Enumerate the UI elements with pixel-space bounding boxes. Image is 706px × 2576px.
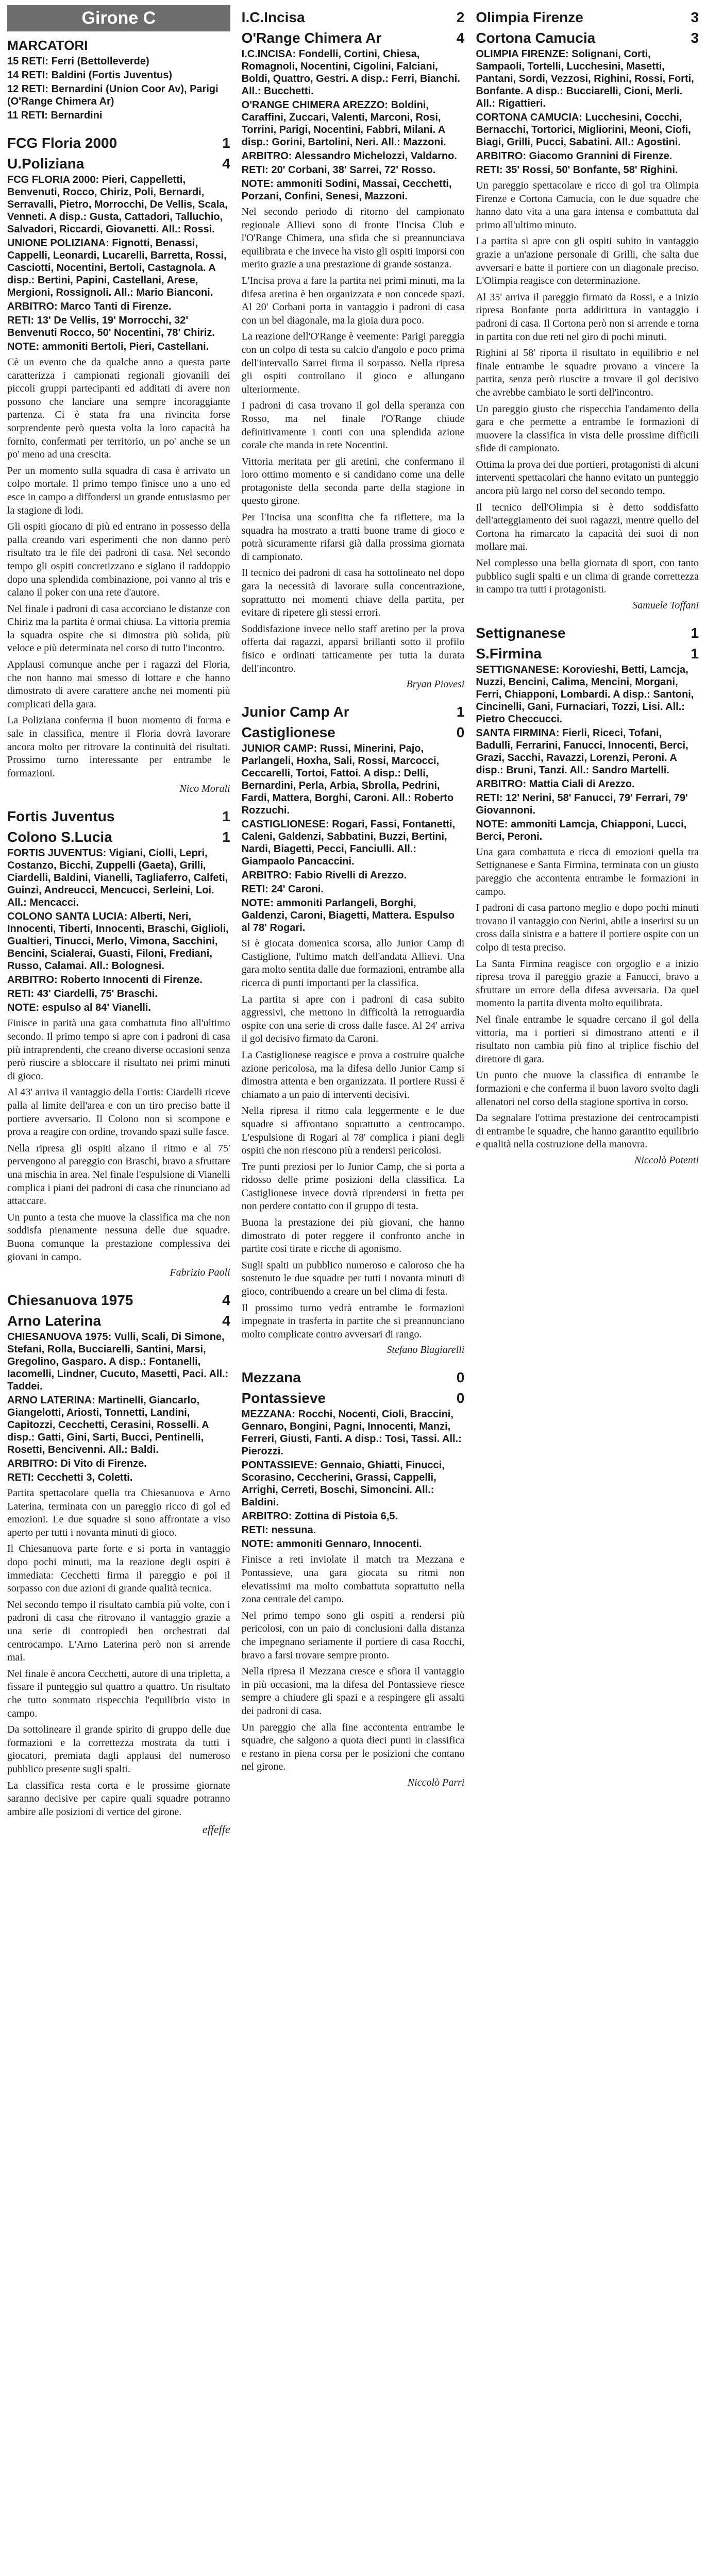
away-team: Colono S.Lucia bbox=[7, 829, 112, 845]
lineup: FCG FLORIA 2000: Pieri, Cappelletti, Benvenuti, Rocco, Chiriz, Poli, Bernardi, Serravalli, Pietro, Morrocchi, De Vellis, Scala, Venneti. A disp.: Gusta, Cattadori, Talluchio, Salvadori, Riccardi, Giovanetti. All.: Rossi. bbox=[7, 174, 228, 235]
home-team: Fortis Juventus bbox=[7, 808, 115, 825]
report-paragraph: La classifica resta corta e le prossime giornate saranno decisive per capire quali squadre potranno ambire alle posizioni di vertice del girone. bbox=[7, 1780, 230, 1818]
away-score: 4 bbox=[222, 156, 230, 172]
match-report bbox=[476, 625, 699, 1166]
home-team: Settignanese bbox=[476, 624, 566, 641]
away-score: 0 bbox=[456, 724, 465, 741]
report-paragraph: Nel secondo tempo il risultato cambia più volte, con i padroni di casa che ritrovano il vantaggio grazie a una serie di contropiedi ben orchestrati dal centrocampo. L'Arno Laterina però non si arrende mai. bbox=[7, 1599, 230, 1664]
match-report bbox=[7, 808, 230, 1279]
lineup: SETTIGNANESE: Korovieshi, Betti, Lamcja, Nuzzi, Bencini, Calima, Mencini, Morgani, Ferri, Chiapponi, Lombardi. A disp.: Santoni, Cincinelli, Gani, Furnaciari, Tozzi, Lisi. All.: Pietro Checcucci. bbox=[476, 664, 694, 725]
report-paragraph: Al 35' arriva il pareggio firmato da Rossi, e a inizio ripresa Bonfante porta addirittura in vantaggio i padroni di casa. Il Cortona però non si arrende e torna in partita con due reti nel giro di pochi minuti. bbox=[476, 291, 699, 343]
match-header bbox=[7, 135, 230, 151]
home-score: 1 bbox=[222, 135, 230, 151]
lineup: MEZZANA: Rocchi, Nocenti, Cioli, Braccini, Gennaro, Bongini, Pagni, Innocenti, Manzi, Ferreri, Giusti, Fanti. A disp.: Tosi, Tassi. All.: Pierozzi. bbox=[241, 1409, 462, 1458]
report-paragraph: Nella ripresa gli ospiti alzano il ritmo e al 75' pervengono al pareggio con Braschi, bravo a sfruttare una mischia in area. Nel finale l'espulsione di Vianelli complica i piani dei padroni di casa che rinunciano ad attaccare. bbox=[7, 1142, 230, 1207]
report-paragraph: Vittoria meritata per gli aretini, che confermano il loro ottimo momento e si candidano come una delle protagoniste della seconda parte della stagione in questo girone. bbox=[241, 455, 465, 507]
report-paragraph: Nel complesso una bella giornata di sport, con tanto pubblico sugli spalti e un clima di grande correttezza in campo tra tutti i protagonisti. bbox=[476, 557, 699, 596]
lineup: FORTIS JUVENTUS: Vigiani, Ciolli, Lepri, Costanzo, Bicchi, Zuppelli (Gaeta), Grilli, Ciardelli, Baldini, Vianelli, Tagliaferro, Calfeti, Guinzi, Andreucci, Mencucci, Serleini, Loi. All.: Mencacci. bbox=[7, 848, 228, 909]
report-paragraph: Cè un evento che da qualche anno a questa parte caratterizza i campionati regionali giovanili dei piccoli gruppi partecipanti ed additati di avere non possono che lanciare una sempre incoraggiante partenza. Ci è stata fra una rivincita forse sorprendente però questa volta la loro capacità ha fornito, confermati per territorio, un po' anche se un po' meno ad una crescita. bbox=[7, 357, 230, 461]
report-paragraph: La Poliziana conferma il buon momento di forma e sale in classifica, mentre il Floria dovrà lavorare ancora molto per ritrovare la continuità dei risultati. Prossimo turno interessante per entrambe le formazioni. bbox=[7, 715, 230, 779]
home-team: FCG Floria 2000 bbox=[7, 135, 117, 151]
report-paragraph: Nel primo tempo sono gli ospiti a rendersi più pericolosi, con un paio di conclusioni dalla distanza che impegnano seriamente il portiere di casa Rocchi, bravo a farsi trovare sempre pronto. bbox=[241, 1609, 465, 1661]
middle-column bbox=[242, 5, 465, 2576]
goals: RETI: 12' Nerini, 58' Fanucci, 79' Ferrari, 79' Giovannoni. bbox=[476, 792, 688, 816]
home-score: 3 bbox=[691, 9, 699, 25]
goals: RETI: 24' Caroni. bbox=[241, 884, 324, 895]
home-team: Junior Camp Ar bbox=[241, 704, 349, 720]
match-header bbox=[242, 1390, 465, 1406]
match-header bbox=[7, 808, 230, 825]
referee: ARBITRO: Di Vito di Firenze. bbox=[7, 1458, 147, 1470]
away-score: 1 bbox=[222, 829, 230, 845]
report-paragraph: Per un momento sulla squadra di casa è arrivato un colpo mortale. Il primo tempo finisce uno a uno ed esce in campo a diffondersi un grande entusiasmo per la stagione di lodi. bbox=[7, 465, 230, 516]
report-paragraph: Da sottolineare il grande spirito di gruppo delle due formazioni e la correttezza mostrata da tutti i giocatori, premiata dagli applausi del numeroso pubblico presente sugli spalti. bbox=[7, 1724, 230, 1775]
report-paragraph: Il tecnico dell'Olimpia si è detto soddisfatto dell'atteggiamento dei suoi ragazzi, mentre quello del Cortona ha rimarcato la capacità dei suoi di non mollare mai. bbox=[476, 501, 699, 553]
notes: NOTE: ammoniti Gennaro, Innocenti. bbox=[241, 1538, 422, 1550]
report-paragraph: Tre punti preziosi per lo Junior Camp, che si porta a ridosso delle prime posizioni della classifica. La Castiglionese invece dovrà riprendersi in fretta per non perdere contatto con il gruppo di testa. bbox=[241, 1161, 465, 1212]
goals: RETI: 35' Rossi, 50' Bonfante, 58' Righini. bbox=[476, 164, 678, 176]
lineup: PONTASSIEVE: Gennaio, Ghiatti, Finucci, Scorasino, Ceccherini, Grassi, Cappelli, Arrighi, Cerreti, Boschi, Simoncini. All.: Baldini. bbox=[241, 1460, 445, 1509]
home-score: 0 bbox=[456, 1369, 465, 1386]
report-paragraph: Per l'Incisa una sconfitta che fa riflettere, ma la squadra ha mostrato a tratti buone trame di gioco e potrà sicuramente rifarsi già dalla prossima giornata di campionato. bbox=[241, 512, 465, 563]
match-header bbox=[7, 829, 230, 845]
lineup: CORTONA CAMUCIA: Lucchesini, Cocchi, Bernacchi, Tortorici, Migliorini, Meoni, Ciofi, Biagi, Grilli, Pucci, Sabatini. All.: Agostini. bbox=[476, 112, 691, 148]
author: Niccolò Potenti bbox=[634, 1154, 699, 1166]
match-header bbox=[476, 9, 699, 26]
report-paragraph: Partita spettacolare quella tra Chiesanuova e Arno Laterina, terminata con un pareggio ricco di gol ed emozioni. Le due squadre si sono affrontate a viso aperto per tutti i novanta minuti di gioco. bbox=[7, 1487, 230, 1538]
author: Fabrizio Paoli bbox=[170, 1267, 230, 1279]
report-paragraph: Ottima la prova dei due portieri, protagonisti di alcuni interventi spettacolari che hanno evitato un punteggio ancora più largo nel corso del secondo tempo. bbox=[476, 459, 699, 497]
report-paragraph: Nella ripresa il Mezzana cresce e sfiora il vantaggio in più occasioni, ma la difesa del Pontassieve riesce sempre a chiudere gli spazi e a respingere gli assalti dei padroni di casa. bbox=[241, 1666, 465, 1717]
author: Niccolò Parri bbox=[407, 1776, 465, 1788]
match-header bbox=[7, 156, 230, 172]
author: Samuele Toffani bbox=[632, 599, 699, 611]
report-paragraph: Nel finale è ancora Cecchetti, autore di una tripletta, a fissare il punteggio sul quattro a quattro. Un risultato che tutto sommato rispecchia l'equilibrio visto in campo. bbox=[7, 1668, 230, 1719]
report-paragraph: Il prossimo turno vedrà entrambe le formazioni impegnate in trasferta in partite che si preannunciano molto complicate contro avversari di rango. bbox=[241, 1302, 465, 1340]
away-team: Cortona Camucia bbox=[476, 30, 596, 46]
match-header bbox=[7, 1292, 230, 1309]
lineup: CHIESANUOVA 1975: Vulli, Scali, Di Simone, Stefani, Rolla, Bucciarelli, Santini, Marsi, Gregolino, Gasparo. A disp.: Fontanelli, Iacomelli, Lindner, Cucuto, Masetti, Paci. All.: Taddei. bbox=[7, 1331, 229, 1393]
report-paragraph: Il Chiesanuova parte forte e si porta in vantaggio dopo pochi minuti, ma la reazione degli ospiti è immediata: Cecchetti firma il pareggio e poi il sorpasso con due azioni di grande qualità tecnica. bbox=[7, 1543, 230, 1595]
report-paragraph: Un punto a testa che muove la classifica ma che non soddisfa pienamente nessuna delle due squadre. Buona comunque la prestazione complessiva dei giovani in campo. bbox=[7, 1211, 230, 1263]
match-report bbox=[242, 9, 465, 690]
report-paragraph: Nel secondo periodo di ritorno del campionato regionale Allievi sono di fronte l'Incisa Club e l'O'Range Chimera, una sfida che si preannunciava equilibrata e che invece ha visto gli ospiti imporsi con merito grazie a una prestazione di grande sostanza. bbox=[241, 206, 465, 270]
match-report bbox=[7, 135, 230, 795]
report-paragraph: La Santa Firmina reagisce con orgoglio e a inizio ripresa trova il pareggio grazie a Fanucci, bravo a sfruttare un errore della difesa avversaria. Da quel momento la partita diventa molto equilibrata. bbox=[476, 958, 699, 1009]
lineup: O'RANGE CHIMERA AREZZO: Boldini, Caraffini, Zuccari, Valenti, Marconi, Rosi, Torrini, Parigi, Nocentini, Fabbri, Milani. A disp.: Gorini, Bartolini, Neri. All.: Mazzoni. bbox=[241, 99, 446, 148]
scorers-block bbox=[7, 38, 230, 122]
match-header bbox=[242, 1369, 465, 1386]
goals: RETI: 13' De Vellis, 19' Morrocchi, 32' Benvenuti Rocco, 50' Nocentini, 78' Chiriz. bbox=[7, 315, 215, 338]
match-report bbox=[7, 1292, 230, 1836]
lineup: I.C.INCISA: Fondelli, Cortini, Chiesa, Romagnoli, Nocentini, Cigolini, Falciani, Boldi, Quattro, Gestri. A disp.: Ferri, Bianchi. All.: Bucchetti. bbox=[241, 48, 460, 97]
match-report bbox=[242, 704, 465, 1356]
report-paragraph: Il tecnico dei padroni di casa ha sottolineato nel dopo gara la necessità di lavorare sulla concentrazione, soprattutto nei momenti chiave della partita, per evitare di ripetere gli stessi errori. bbox=[241, 567, 465, 619]
lineup: UNIONE POLIZIANA: Fignotti, Benassi, Cappelli, Leonardi, Lucarelli, Barretta, Rossi, Casciotti, Nocentini, Bertoli, Castagnola. A disp.: Bertini, Papini, Castellani, Arese, Mergioni, Rossignoli. All.: Mario Bianconi. bbox=[7, 238, 227, 298]
report-paragraph: Al 43' arriva il vantaggio della Fortis: Ciardelli riceve palla al limite dell'area e con un tiro preciso batte il portiere avversario. Il Colono non si scompone e prova a reagire con ordine, trovando spazi sulle fasce. bbox=[7, 1087, 230, 1138]
match-header bbox=[242, 704, 465, 720]
right-column bbox=[476, 5, 699, 2576]
report-paragraph: La partita si apre con i padroni di casa subito aggressivi, che mettono in difficoltà la retroguardia ospite con una serie di cross dalle fasce. Al 24' arriva il gol decisivo firmato da Caroni. bbox=[241, 993, 465, 1045]
report-paragraph: Sugli spalti un pubblico numeroso e caloroso che ha sostenuto le due squadre per tutti i novanta minuti di gioco, contribuendo a creare un bel clima di festa. bbox=[241, 1259, 465, 1298]
referee: ARBITRO: Fabio Rivelli di Arezzo. bbox=[241, 870, 407, 882]
lineup: OLIMPIA FIRENZE: Solignani, Corti, Sampaoli, Tortelli, Lucchesini, Masetti, Pantani, Sordi, Vezzosi, Righini, Rossi, Forti, Bonfante. A disp.: Bucciarelli, Cioni, Merli. All.: Rigattieri. bbox=[476, 48, 694, 109]
report-paragraph: La reazione dell'O'Range è veemente: Parigi pareggia con un colpo di testa su calcio d'angolo e poco prima dell'intervallo Sarrei firma il sorpasso. Nella ripresa gli ospiti controllano il gioco e allungano ulteriormente. bbox=[241, 331, 465, 395]
goals: RETI: Cecchetti 3, Coletti. bbox=[7, 1472, 133, 1484]
signature: effeffe bbox=[202, 1823, 230, 1836]
report-paragraph: Soddisfazione invece nello staff aretino per la prova offerta dai ragazzi, apparsi brillanti sotto il profilo fisico e ordinati tatticamente per tutta la durata dell'incontro. bbox=[241, 623, 465, 674]
match-header bbox=[476, 646, 699, 662]
report-paragraph: Nella ripresa il ritmo cala leggermente e le due squadre si affrontano soprattutto a centrocampo. L'espulsione di Rogari al 78' complica i piani degli ospiti che non riescono più a rendersi pericolosi. bbox=[241, 1105, 465, 1157]
report-paragraph: Un pareggio che alla fine accontenta entrambe le squadre, che salgono a quota dieci punti in classifica e restano in piena corsa per le posizioni che contano nel girone. bbox=[241, 1721, 465, 1773]
referee: ARBITRO: Alessandro Michelozzi, Valdarno. bbox=[241, 150, 457, 162]
author: Bryan Piovesi bbox=[406, 679, 465, 690]
home-score: 1 bbox=[691, 624, 699, 641]
notes: NOTE: ammoniti Sodini, Massai, Cecchetti, Porzani, Confini, Senesi, Mazzoni. bbox=[241, 178, 452, 202]
referee: ARBITRO: Zottina di Pistoia 6,5. bbox=[241, 1511, 398, 1522]
report-paragraph: Nel finale entrambe le squadre cercano il gol della vittoria, ma i portieri si dimostrano attenti e il risultato non cambia più fino al triplice fischio del direttore di gara. bbox=[476, 1013, 699, 1065]
away-score: 3 bbox=[691, 30, 699, 46]
notes: NOTE: ammoniti Bertoli, Pieri, Castellani. bbox=[7, 341, 209, 352]
report-paragraph: La partita si apre con gli ospiti subito in vantaggio grazie a un'azione personale di Grilli, che salta due avversari e batte il portiere con un diagonale preciso. L'Olimpia reagisce con determinazione. bbox=[476, 235, 699, 287]
home-score: 1 bbox=[456, 704, 465, 720]
report-paragraph: I padroni di casa partono meglio e dopo pochi minuti trovano il vantaggio con Nerini, abile a inserirsi su un cross dalla sinistra e a battere il portiere ospite con un colpo di testa preciso. bbox=[476, 902, 699, 953]
report-paragraph: Si è giocata domenica scorsa, allo Junior Camp di Castiglione, l'ultimo match dell'andata Allievi. Una gara molto sentita dalle due formazioni, entrambe alla ricerca di punti importanti per la classifica. bbox=[241, 938, 465, 989]
report-paragraph: Una gara combattuta e ricca di emozioni quella tra Settignanese e Santa Firmina, terminata con un giusto pareggio che accontenta entrambe le formazioni in campo. bbox=[476, 846, 699, 897]
lineup: CASTIGLIONESE: Rogari, Fassi, Fontanetti, Caleni, Galdenzi, Sabbatini, Buzzi, Bertini, Nardi, Biagetti, Pecci, Fanciulli. All.: Giampaolo Pancaccini. bbox=[241, 819, 456, 868]
notes: NOTE: ammoniti Lamcja, Chiapponi, Lucci, Berci, Peroni. bbox=[476, 818, 687, 842]
away-team: S.Firmina bbox=[476, 645, 542, 662]
away-team: Castiglionese bbox=[241, 724, 335, 741]
scorer-line: 14 RETI: Baldini (Fortis Juventus) bbox=[7, 70, 173, 81]
girone-banner: Girone C bbox=[7, 5, 230, 31]
away-score: 4 bbox=[456, 30, 465, 46]
away-score: 4 bbox=[222, 1313, 230, 1329]
report-paragraph: Gli ospiti giocano di più ed entrano in possesso della palla creando vari esperimenti che non danno però risultato tra le file dei padroni di casa. Nel secondo tempo gli ospiti concretizzano e siglano il raddoppio dopo una splendida combinazione, poi vanno al tris e calano il poker con una rete d'autore. bbox=[7, 521, 230, 599]
away-team: Pontassieve bbox=[241, 1390, 326, 1406]
report-paragraph: Finisce a reti inviolate il match tra Mezzana e Pontassieve, una gara giocata su ritmi non elevatissimi ma molto combattuta soprattutto nella zona centrale del campo. bbox=[241, 1554, 465, 1605]
report-paragraph: Un pareggio giusto che rispecchia l'andamento della gara e che permette a entrambe le formazioni di muovere la classifica in vista delle prossime difficili sfide di campionato. bbox=[476, 403, 699, 454]
notes: NOTE: ammoniti Parlangeli, Borghi, Galdenzi, Caroni, Biagetti, Mattera. Espulso al 78' Rogari. bbox=[241, 897, 455, 934]
report-paragraph: Nel finale i padroni di casa accorciano le distanze con Chiriz ma la partita è ormai chiusa. La vittoria premia la squadra ospite che si dimostra più solida, più veloce e più determinata nel corso di tutto l'incontro. bbox=[7, 603, 230, 654]
away-team: O'Range Chimera Ar bbox=[241, 30, 382, 46]
match-header bbox=[7, 1313, 230, 1329]
lineup: COLONO SANTA LUCIA: Alberti, Neri, Innocenti, Tiberti, Innocenti, Braschi, Giglioli, Gualtieri, Tinucci, Merlo, Vimona, Sacchini, Bencini, Scialerai, Guasti, Filoni, Frediani, Russo, Calamai. All.: Bolognesi. bbox=[7, 911, 229, 972]
report-paragraph: L'Incisa prova a fare la partita nei primi minuti, ma la difesa aretina è ben organizzata e non concede spazi. Al 20' Corbani porta in vantaggio i padroni di casa con un bel diagonale, ma la gioia dura poco. bbox=[241, 275, 465, 326]
lineup: JUNIOR CAMP: Russi, Minerini, Pajo, Parlangeli, Hoxha, Sali, Rossi, Marcocci, Ceccarelli, Tortoi, Fattoi. A disp.: Delli, Bernardini, Perla, Arbia, Sbrolla, Pedrini, Fardi, Mattera, Borghi, Caroni. All.: Roberto Rozzuchi. bbox=[241, 743, 454, 817]
match-header bbox=[242, 724, 465, 741]
home-team: Mezzana bbox=[241, 1369, 301, 1386]
match-header bbox=[476, 625, 699, 641]
home-team: Chiesanuova 1975 bbox=[7, 1292, 133, 1309]
home-score: 2 bbox=[456, 9, 465, 25]
goals: RETI: 20' Corbani, 38' Sarrei, 72' Rosso. bbox=[241, 164, 436, 176]
report-paragraph: I padroni di casa trovano il gol della speranza con Rosso, ma nel finale l'O'Range chiude definitivamente i conti con una splendida azione corale che manda in rete Nocentini. bbox=[241, 400, 465, 451]
away-team: U.Poliziana bbox=[7, 156, 85, 172]
lineup: SANTA FIRMINA: Fierli, Riceci, Tofani, Badulli, Ferrarini, Fanucci, Innocenti, Berci, Grazi, Sacchi, Ravazzi, Lorenzi, Peroni. A disp.: Bruni, Tanzi. All.: Sandro Martelli. bbox=[476, 727, 688, 776]
report-paragraph: Applausi comunque anche per i ragazzi del Floria, che non hanno mai smesso di lottare e che hanno dimostrato di avere carattere anche nei momenti più complicati della gara. bbox=[7, 659, 230, 710]
referee: ARBITRO: Marco Tanti di Firenze. bbox=[7, 301, 172, 312]
away-score: 0 bbox=[456, 1390, 465, 1406]
match-header bbox=[242, 9, 465, 26]
scorer-line: 11 RETI: Bernardini bbox=[7, 110, 103, 121]
away-team: Arno Laterina bbox=[7, 1313, 102, 1329]
away-score: 1 bbox=[691, 645, 699, 662]
referee: ARBITRO: Giacomo Grannini di Firenze. bbox=[476, 150, 673, 162]
home-score: 1 bbox=[222, 808, 230, 825]
scorers-heading: MARCATORI bbox=[7, 38, 88, 53]
home-score: 4 bbox=[222, 1292, 230, 1309]
report-paragraph: Buona la prestazione dei più giovani, che hanno dimostrato di poter reggere il confronto anche in partite così tirate e ricche di agonismo. bbox=[241, 1217, 465, 1255]
scorer-line: 15 RETI: Ferri (Bettolleverde) bbox=[7, 56, 149, 67]
match-report bbox=[476, 9, 699, 612]
referee: ARBITRO: Mattia Ciali di Arezzo. bbox=[476, 778, 635, 790]
match-header bbox=[242, 30, 465, 46]
author: Stefano Biagiarelli bbox=[386, 1344, 465, 1356]
notes: NOTE: espulso al 84' Vianelli. bbox=[7, 1002, 151, 1014]
referee: ARBITRO: Roberto Innocenti di Firenze. bbox=[7, 974, 203, 986]
report-paragraph: La Castiglionese reagisce e prova a costruire qualche azione pericolosa, ma la difesa dello Junior Camp si dimostra attenta e ben organizzata. Il portiere Russi è chiamato a un paio di interventi decisivi. bbox=[241, 1049, 465, 1100]
goals: RETI: 43' Ciardelli, 75' Braschi. bbox=[7, 988, 158, 1000]
report-paragraph: Da segnalare l'ottima prestazione dei centrocampisti di entrambe le squadre, che hanno garantito equilibrio e qualità nella costruzione della manovra. bbox=[476, 1112, 699, 1150]
home-team: Olimpia Firenze bbox=[476, 9, 583, 25]
author: Nico Morali bbox=[179, 783, 230, 795]
match-header bbox=[476, 30, 699, 46]
report-paragraph: Righini al 58' riporta il risultato in equilibrio e nel finale entrambe le squadre provano a vincere la partita, senza però riuscire a trovare il gol decisivo che avrebbe cambiato le sorti dell'incontro. bbox=[476, 347, 699, 398]
match-report bbox=[242, 1369, 465, 1789]
goals: RETI: nessuna. bbox=[241, 1524, 316, 1536]
scorer-line: 12 RETI: Bernardini (Union Coor Av), Parigi (O'Range Chimera Ar) bbox=[7, 83, 218, 107]
lineup: ARNO LATERINA: Martinelli, Giancarlo, Giangelotti, Ariosti, Tonnetti, Landini, Capitozzi, Cecchetti, Cerasini, Rosselli. A disp.: Gatti, Gini, Sarti, Bucci, Pentinelli, Rosetti, Bencivenni. All.: Baldi. bbox=[7, 1395, 209, 1456]
report-paragraph: Finisce in parità una gara combattuta fino all'ultimo secondo. Il primo tempo si apre con i padroni di casa più intraprendenti, che creano diverse occasioni senza però riuscire a sbloccare il risultato nei primi minuti di gioco. bbox=[7, 1018, 230, 1082]
report-paragraph: Un pareggio spettacolare e ricco di gol tra Olimpia Firenze e Cortona Camucia, con le due squadre che hanno dato vita a una gara intensa e combattuta dal primo all'ultimo minuto. bbox=[476, 180, 699, 231]
home-team: I.C.Incisa bbox=[241, 9, 305, 25]
report-paragraph: Un punto che muove la classifica di entrambe le formazioni e che conferma il buon lavoro svolto dagli allenatori nel corso della stagione sportiva in corso. bbox=[476, 1070, 699, 1108]
left-column bbox=[7, 5, 230, 2576]
